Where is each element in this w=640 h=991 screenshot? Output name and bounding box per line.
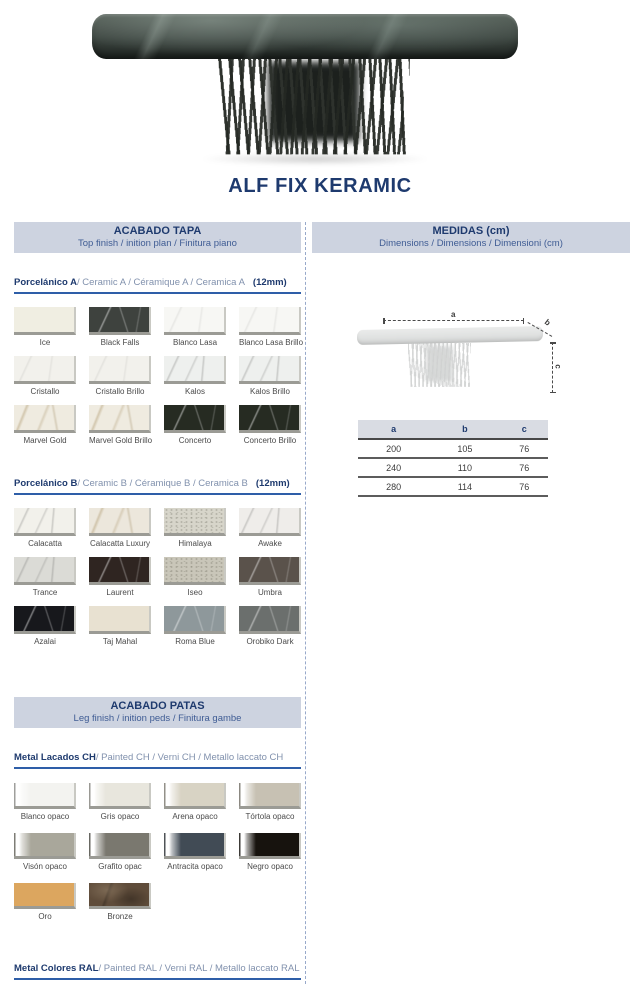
finish-swatch-kalos-brillo [239,356,301,397]
swatch-tile [164,307,226,335]
dimensions-subtitle: Dimensions / Dimensions / Dimensioni (cm) [379,238,563,249]
swatch-tile [14,783,76,809]
swatch-tile [239,833,301,859]
diagram-legs-slats-back [410,343,469,387]
finish-swatch-bronze [89,883,151,922]
top-finish-title: ACABADO TAPA [113,225,202,237]
swatch-tile [89,557,151,585]
finish-swatch-calacatta-luxury [89,508,151,549]
finish-swatch-black-falls [89,307,151,348]
swatch-tile [89,356,151,384]
swatch-label: Ice [39,338,51,347]
swatch-label: Azalai [34,637,56,646]
dimension-diagram [312,222,630,422]
finish-swatch-arena-opaco [164,783,226,822]
swatch-tile [164,405,226,433]
swatch-tile [164,557,226,585]
leg-finish-subtitle: Leg finish / inition peds / Finitura gambe [73,713,242,724]
swatch-tile [14,883,76,909]
finish-swatch-kalos [164,356,226,397]
swatch-tile [164,356,226,384]
table-legs-image [218,56,410,154]
finish-swatch-grafito-opac [89,833,151,872]
finish-swatch-roma-blue [164,606,226,647]
swatch-tile [14,557,76,585]
ceramic-b-translations: / Ceramic B / Céramique B / Ceramica B [77,478,248,489]
swatch-label: Arena opaco [172,812,218,821]
marble-tabletop-image [92,14,518,59]
swatch-tile [164,783,226,809]
finishes-column [14,222,304,980]
dim-value: 76 [501,439,549,458]
dim-col-a: a [358,420,429,439]
swatch-label: Cristallo Brillo [95,387,145,396]
diagram-tabletop [357,326,543,345]
ceramic-a-heading [14,277,301,294]
swatch-label: Grafito opac [98,862,142,871]
dim-col-b: b [429,420,500,439]
legs-slats-back [223,56,405,154]
finish-swatch-antracita-opaco [164,833,226,872]
finish-swatch-concerto-brillo [239,405,301,446]
dim-value: 240 [358,458,429,477]
swatch-label: Antracita opaco [167,862,223,871]
dim-value: 110 [429,458,500,477]
swatch-label: Cristallo [30,387,60,396]
top-finish-subtitle: Top finish / inition plan / Finitura piano [78,238,237,249]
metal-ch-name: Metal Lacados CH [14,752,96,763]
swatch-label: Umbra [257,588,282,597]
swatch-label: Iseo [187,588,203,597]
metal-ral-name: Metal Colores RAL [14,963,99,974]
swatch-tile [164,508,226,536]
metal-ral-translations: / Painted RAL / Verni RAL / Metallo laccato RAL [98,963,300,974]
swatch-tile [239,405,301,433]
swatch-tile [164,833,226,859]
dim-value: 200 [358,439,429,458]
swatch-tile [14,508,76,536]
swatch-tile [89,883,151,909]
swatch-tile [14,356,76,384]
dimensions-table-header-row [358,420,548,439]
swatch-label: Blanco opaco [20,812,70,821]
swatch-label: Visón opaco [23,862,67,871]
dim-row [358,458,548,477]
swatch-label: Kalos [184,387,205,396]
finish-swatch-visón-opaco [14,833,76,872]
swatch-label: Negro opaco [247,862,293,871]
swatch-label: Marvel Gold Brillo [89,436,153,445]
finish-swatch-cristallo [14,356,76,397]
finish-swatch-blanco-lasa [164,307,226,348]
finish-swatch-tórtola-opaco [239,783,301,822]
column-divider [305,222,306,984]
finish-swatch-azalai [14,606,76,647]
metal-ral-heading [14,958,301,980]
swatch-tile [239,557,301,585]
ceramic-a-swatch-grid [14,307,304,446]
dim-value: 76 [501,458,549,477]
leg-finish-header-bar [14,697,301,728]
diagram-legs [408,343,471,387]
dim-label-c: c [553,364,563,369]
finish-swatch-cristallo-brillo [89,356,151,397]
swatch-label: Calacatta Luxury [89,539,151,548]
finish-swatch-taj-mahal [89,606,151,647]
finish-swatch-blanco-lasa-brillo [239,307,304,348]
swatch-tile [14,606,76,634]
dimensions-table [358,420,548,497]
finish-swatch-marvel-gold [14,405,76,446]
finish-swatch-negro-opaco [239,833,301,872]
swatch-tile [239,356,301,384]
dimensions-title: MEDIDAS (cm) [432,225,510,237]
dim-value: 76 [501,477,549,496]
ceramic-b-swatch-grid [14,508,301,647]
swatch-label: Concerto [178,436,212,445]
swatch-tile [14,307,76,335]
dim-label-b: b [542,317,553,328]
ceramic-b-name: Porcelánico B [14,478,78,489]
swatch-label: Taj Mahal [102,637,138,646]
ceramic-b-heading [14,478,301,495]
finish-swatch-trance [14,557,76,598]
dim-row [358,439,548,458]
dim-col-c: c [501,420,549,439]
dim-row [358,477,548,496]
swatch-tile [89,307,151,335]
ceramic-a-thickness: (12mm) [252,277,287,288]
swatch-label: Tórtola opaco [245,812,295,821]
swatch-label: Roma Blue [175,637,215,646]
swatch-tile [239,508,301,536]
swatch-tile [239,783,301,809]
ceramic-b-thickness: (12mm) [255,478,290,489]
swatch-tile [89,783,151,809]
dim-line-a [383,320,524,321]
swatch-label: Calacatta [28,539,62,548]
swatch-label: Concerto Brillo [243,436,297,445]
ceramic-a-name: Porcelánico A [14,277,78,288]
metal-ch-swatch-grid [14,783,301,922]
finish-swatch-blanco-opaco [14,783,76,822]
swatch-tile [164,606,226,634]
swatch-label: Bronze [107,912,133,921]
swatch-label: Oro [38,912,52,921]
dim-label-a: a [451,310,456,319]
finish-swatch-orobiko-dark [239,606,301,647]
finish-swatch-himalaya [164,508,226,549]
swatch-tile [239,307,301,335]
swatch-label: Orobiko Dark [246,637,294,646]
finish-swatch-concerto [164,405,226,446]
finish-swatch-gris-opaco [89,783,151,822]
product-photo [0,0,640,170]
finish-swatch-laurent [89,557,151,598]
swatch-tile [89,833,151,859]
dim-value: 105 [429,439,500,458]
swatch-tile [14,833,76,859]
dim-value: 114 [429,477,500,496]
swatch-label: Himalaya [178,539,212,548]
swatch-label: Gris opaco [100,812,140,821]
swatch-tile [89,405,151,433]
swatch-tile [14,405,76,433]
finish-swatch-ice [14,307,76,348]
swatch-label: Marvel Gold [23,436,67,445]
dim-value: 280 [358,477,429,496]
finish-swatch-oro [14,883,76,922]
metal-ch-heading [14,752,301,769]
swatch-label: Blanco Lasa Brillo [239,338,304,347]
swatch-label: Kalos Brillo [249,387,290,396]
finish-swatch-marvel-gold-brillo [89,405,151,446]
metal-ch-translations: / Painted CH / Verni CH / Metallo laccato CH [95,752,284,763]
ceramic-a-translations: / Ceramic A / Céramique A / Ceramica A [77,277,245,288]
swatch-tile [89,508,151,536]
top-finish-header-bar [14,222,301,253]
swatch-tile [89,606,151,634]
swatch-label: Trance [32,588,58,597]
swatch-label: Blanco Lasa [172,338,218,347]
dimensions-column [312,222,630,985]
finish-swatch-awake [239,508,301,549]
finish-swatch-iseo [164,557,226,598]
swatch-label: Black Falls [100,338,140,347]
finish-swatch-umbra [239,557,301,598]
finish-swatch-calacatta [14,508,76,549]
swatch-label: Laurent [106,588,134,597]
swatch-tile [239,606,301,634]
leg-finish-title: ACABADO PATAS [110,700,205,712]
page-title: ALF FIX KERAMIC [228,175,412,197]
swatch-label: Awake [258,539,282,548]
